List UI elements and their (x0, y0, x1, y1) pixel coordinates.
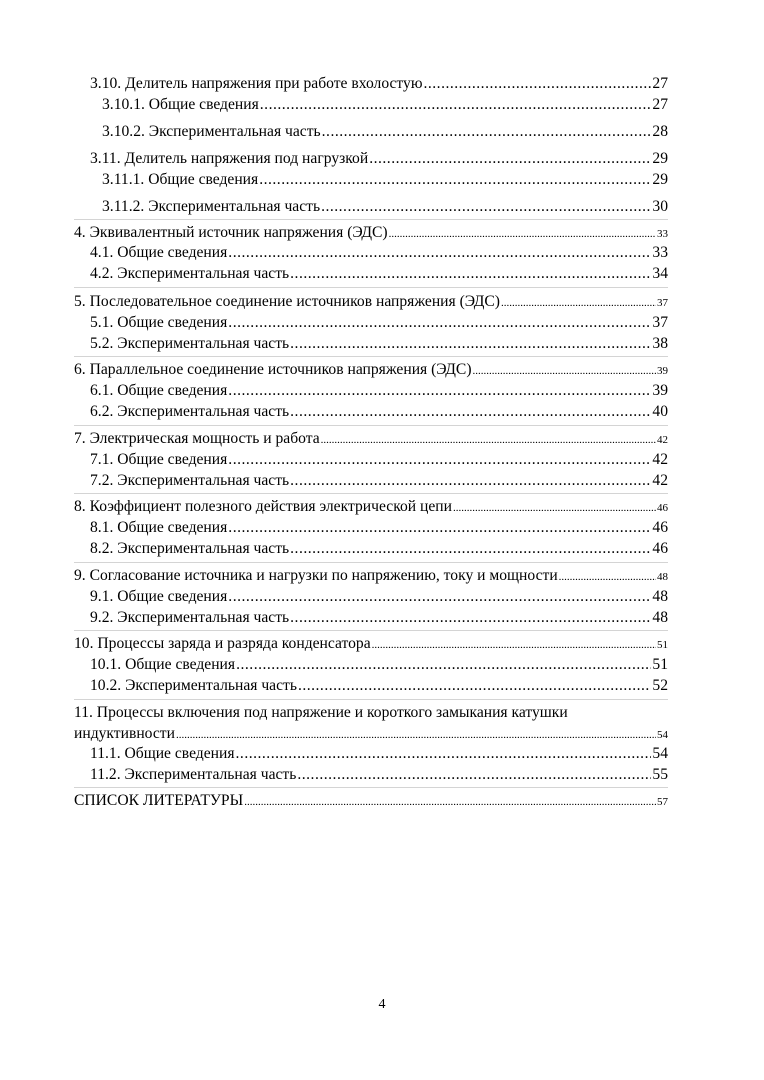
toc-entry[interactable] (90, 333, 668, 355)
section-divider (74, 219, 668, 220)
toc-entry-page: 46 (652, 540, 668, 557)
dot-leader (260, 94, 652, 116)
toc-entry-title: 9.1. Общие сведения (90, 588, 228, 605)
toc-entry[interactable] (90, 470, 668, 492)
toc-entry[interactable] (90, 449, 668, 471)
toc-entry-title: 3.11.2. Экспериментальная часть (102, 198, 321, 215)
toc-entry[interactable] (102, 121, 668, 143)
dot-leader (228, 242, 651, 264)
toc-entry-page: 34 (652, 265, 668, 282)
toc-entry-page: 54 (652, 745, 668, 762)
dot-leader (322, 121, 652, 143)
toc-entry-page: 48 (657, 571, 668, 583)
toc-entry[interactable] (74, 359, 668, 381)
toc-entry-page: 33 (652, 244, 668, 261)
toc-entry-title: 11.1. Общие сведения (90, 745, 235, 762)
toc-entry-page: 38 (652, 335, 668, 352)
section-divider (74, 699, 668, 700)
toc-entry-title: 5.1. Общие сведения (90, 314, 228, 331)
dot-leader (290, 538, 651, 560)
toc-entry[interactable] (90, 538, 668, 560)
dot-leader (228, 449, 651, 471)
toc-entry[interactable] (90, 586, 668, 608)
toc-entry[interactable] (74, 565, 668, 587)
toc-entry[interactable] (90, 380, 668, 402)
toc-entry[interactable] (74, 496, 668, 518)
dot-leader (321, 196, 651, 218)
dot-leader (228, 380, 651, 402)
toc-entry-title: 8. Коэффициент полезного действия электрической цепи (74, 498, 452, 515)
toc-entry[interactable] (74, 633, 668, 655)
dot-leader (297, 764, 651, 786)
toc-entry-title: 4.1. Общие сведения (90, 244, 228, 261)
dot-leader (369, 148, 651, 170)
dot-leader (228, 517, 651, 539)
toc-entry-title: 5.2. Экспериментальная часть (90, 335, 290, 352)
section-divider (74, 562, 668, 563)
toc-entry-title-line1: 11. Процессы включения под напряжение и короткого замыкания катушки (74, 704, 568, 721)
toc-entry-title: 5. Последовательное соединение источников напряжения (ЭДС) (74, 293, 501, 310)
toc-entry-page: 37 (657, 297, 668, 309)
toc-entry-title: 6. Параллельное соединение источников напряжения (ЭДС) (74, 361, 472, 378)
toc-entry-page: 51 (657, 639, 668, 651)
toc-entry-title: индуктивности (74, 725, 175, 742)
toc-entry-page: 48 (652, 609, 668, 626)
toc-entry-page: 46 (652, 519, 668, 536)
toc-entry[interactable] (74, 291, 668, 313)
dot-leader (290, 333, 651, 355)
page-number: 4 (378, 997, 386, 1012)
toc-entry-page: 39 (657, 365, 668, 377)
toc-entry-title: 9.2. Экспериментальная часть (90, 609, 290, 626)
section-divider (74, 493, 668, 494)
toc-entry[interactable] (90, 675, 668, 697)
toc-entry[interactable] (90, 312, 668, 334)
toc-entry-page: 57 (657, 796, 668, 808)
toc-entry-title: 7.1. Общие сведения (90, 451, 228, 468)
toc-entry-title: 6.2. Экспериментальная часть (90, 403, 290, 420)
toc-entry[interactable] (90, 263, 668, 285)
toc-entry[interactable] (90, 401, 668, 423)
dot-leader (423, 73, 651, 95)
toc-entry-title: 3.11.1. Общие сведения (102, 171, 259, 188)
toc-entry-page: 29 (652, 150, 668, 167)
toc-entry-title: 8.1. Общие сведения (90, 519, 228, 536)
toc-entry-title: 3.10.2. Экспериментальная часть (102, 123, 321, 140)
dot-leader (228, 312, 651, 334)
toc-entry[interactable] (90, 73, 668, 95)
section-divider (74, 787, 668, 788)
toc-entry-title: 4.2. Экспериментальная часть (90, 265, 290, 282)
toc-entry[interactable] (90, 764, 668, 786)
section-divider (74, 287, 668, 288)
toc-entry-title: 10.1. Общие сведения (90, 656, 236, 673)
toc-entry-page: 28 (652, 123, 668, 140)
toc-entry-page: 30 (652, 198, 668, 215)
dot-leader (372, 634, 656, 656)
toc-entry[interactable] (102, 196, 668, 218)
dot-leader (473, 360, 656, 382)
toc-entry[interactable] (90, 743, 668, 765)
dot-leader (228, 586, 651, 608)
toc-entry-page: 29 (652, 171, 668, 188)
toc-entry-title: 3.10.1. Общие сведения (102, 96, 259, 113)
toc-entry[interactable] (74, 428, 668, 450)
toc-entry-page: 55 (652, 766, 668, 783)
toc-entry[interactable] (90, 607, 668, 629)
toc-entry-page: 51 (652, 656, 668, 673)
toc-entry[interactable] (102, 94, 668, 116)
toc-entry-page: 33 (657, 228, 668, 240)
toc-entry-page: 54 (657, 729, 668, 741)
toc-entry[interactable] (74, 222, 668, 244)
toc-entry[interactable] (102, 169, 668, 191)
section-divider (74, 630, 668, 631)
toc-entry-title: 6.1. Общие сведения (90, 382, 228, 399)
dot-leader (290, 263, 651, 285)
dot-leader (290, 470, 651, 492)
toc-entry-title: 10.2. Экспериментальная часть (90, 677, 297, 694)
toc-entry-title: СПИСОК ЛИТЕРАТУРЫ (74, 792, 244, 809)
toc-entry-page: 37 (652, 314, 668, 331)
dot-leader (321, 429, 656, 451)
dot-leader (298, 675, 651, 697)
toc-entry[interactable] (74, 790, 668, 812)
toc-entry[interactable] (90, 242, 668, 264)
toc-entry-page: 27 (652, 75, 668, 92)
toc-entry-title: 11.2. Экспериментальная часть (90, 766, 297, 783)
toc-entry-page: 42 (652, 451, 668, 468)
toc-entry-page: 40 (652, 403, 668, 420)
dot-leader (236, 743, 652, 765)
toc-entry-title: 10. Процессы заряда и разряда конденсатора (74, 635, 371, 652)
toc-entry-page: 52 (652, 677, 668, 694)
dot-leader (290, 607, 651, 629)
toc-entry-title: 3.11. Делитель напряжения под нагрузкой (90, 150, 369, 167)
toc-entry-title: 7. Электрическая мощность и работа (74, 430, 320, 447)
toc-entry-title: 4. Эквивалентный источник напряжения (ЭДС) (74, 224, 388, 241)
dot-leader (236, 654, 651, 676)
toc-entry-title: 7.2. Экспериментальная часть (90, 472, 290, 489)
toc-entry-title: 9. Согласование источника и нагрузки по напряжению, току и мощности (74, 567, 558, 584)
toc-entry-page: 46 (657, 502, 668, 514)
section-divider (74, 425, 668, 426)
toc-entry-page: 42 (652, 472, 668, 489)
toc-entry-page: 48 (652, 588, 668, 605)
dot-leader (259, 169, 651, 191)
section-divider (74, 356, 668, 357)
toc-entry-title: 3.10. Делитель напряжения при работе вхолостую (90, 75, 423, 92)
toc-entry[interactable] (74, 723, 668, 745)
toc-entry-page: 27 (652, 96, 668, 113)
toc-entry[interactable] (90, 148, 668, 170)
dot-leader (244, 791, 656, 813)
dot-leader (501, 292, 656, 314)
toc-entry-title: 8.2. Экспериментальная часть (90, 540, 290, 557)
dot-leader (559, 566, 656, 588)
toc-entry-page: 42 (657, 434, 668, 446)
toc-entry[interactable] (90, 517, 668, 539)
dot-leader (453, 497, 656, 519)
toc-entry[interactable] (90, 654, 668, 676)
toc-entry-page: 39 (652, 382, 668, 399)
dot-leader (290, 401, 651, 423)
